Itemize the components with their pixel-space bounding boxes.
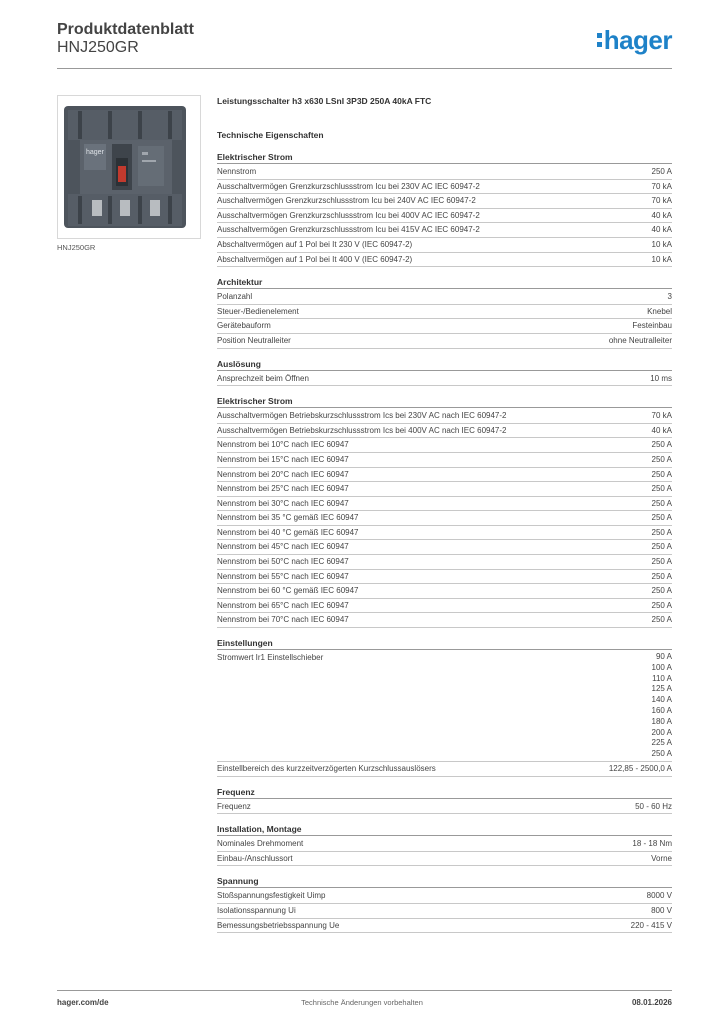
spec-value: 220 - 415 V <box>630 920 672 930</box>
spec-value: 800 V <box>651 905 672 915</box>
product-image-caption: HNJ250GR <box>57 243 96 252</box>
spec-row <box>217 424 672 439</box>
spec-section <box>217 395 672 628</box>
spec-value: 3 <box>667 292 672 302</box>
spec-value: 122,85 - 2500,0 A <box>608 764 672 773</box>
spec-value: 70 kA <box>651 181 672 191</box>
spec-value: Knebel <box>647 306 672 316</box>
spec-row <box>217 497 672 512</box>
spec-row <box>217 453 672 468</box>
spec-label: Ansprechzeit beim Öffnen <box>217 373 309 383</box>
logo-text: hager <box>603 25 672 55</box>
page-title: Produktdatenblatt <box>57 21 194 38</box>
spec-value: 40 kA <box>651 210 672 220</box>
header-divider <box>57 68 672 69</box>
spec-label: Abschaltvermögen auf 1 Pol bei It 400 V (IEC 60947-2) <box>217 254 413 264</box>
section-title: Frequenz <box>217 786 672 799</box>
spec-value: 40 kA <box>651 225 672 235</box>
spec-value-item: 160 A <box>651 706 672 716</box>
spec-label: Nennstrom bei 45°C nach IEC 60947 <box>217 542 349 552</box>
spec-value-item: 140 A <box>651 695 672 705</box>
spec-row <box>217 468 672 483</box>
spec-value: 250 A <box>651 615 672 625</box>
spec-value: Festeinbau <box>632 321 672 331</box>
spec-row <box>217 599 672 614</box>
spec-value: 10 kA <box>651 239 672 249</box>
spec-label: Ausschaltvermögen Grenzkurzschlussstrom Icu bei 230V AC IEC 60947-2 <box>217 181 480 191</box>
spec-label: Position Neutralleiter <box>217 335 291 345</box>
spec-row <box>217 800 672 815</box>
footer-date: 08.01.2026 <box>631 998 672 1007</box>
spec-row <box>217 305 672 320</box>
spec-label: Stoßspannungsfestigkeit Uimp <box>217 891 326 901</box>
spec-row <box>217 372 672 387</box>
section-title: Elektrischer Strom <box>217 151 672 164</box>
spec-row <box>217 584 672 599</box>
spec-label: Nominales Drehmoment <box>217 839 304 849</box>
spec-section <box>217 875 672 933</box>
spec-row <box>217 165 672 180</box>
spec-label: Ausschaltvermögen Betriebskurzschlussstrom Ics bei 230V AC nach IEC 60947-2 <box>217 411 507 421</box>
product-image <box>57 95 201 239</box>
spec-row <box>217 238 672 253</box>
spec-label: Nennstrom bei 50°C nach IEC 60947 <box>217 557 349 567</box>
spec-label: Ausschaltvermögen Grenzkurzschlussstrom Icu bei 415V AC IEC 60947-2 <box>217 225 480 235</box>
spec-label: Stromwert Ir1 Einstellschieber <box>217 653 324 663</box>
spec-value: 250 A <box>651 454 672 464</box>
section-title: Einstellungen <box>217 637 672 650</box>
spec-label: Nennstrom bei 30°C nach IEC 60947 <box>217 498 349 508</box>
spec-section <box>217 823 672 866</box>
spec-section <box>217 637 672 777</box>
hager-logo <box>597 25 672 55</box>
spec-label: Nennstrom bei 35 °C gemäß IEC 60947 <box>217 513 359 523</box>
spec-row <box>217 223 672 238</box>
spec-label: Nennstrom bei 65°C nach IEC 60947 <box>217 600 349 610</box>
spec-label: Nennstrom <box>217 167 257 176</box>
spec-label: Gerätebauform <box>217 321 271 331</box>
spec-row <box>217 555 672 570</box>
spec-row <box>217 651 672 762</box>
product-name: Leistungsschalter h3 x630 LSnI 3P3D 250A 40kA FTC <box>217 96 432 106</box>
spec-label: Nennstrom bei 15°C nach IEC 60947 <box>217 454 349 464</box>
spec-label: Nennstrom bei 20°C nach IEC 60947 <box>217 469 349 479</box>
spec-row <box>217 180 672 195</box>
spec-label: Bemessungsbetriebsspannung Ue <box>217 920 340 930</box>
product-code: HNJ250GR <box>57 39 139 56</box>
spec-section <box>217 786 672 815</box>
spec-value: 10 kA <box>651 254 672 264</box>
spec-value-item: 250 A <box>651 749 672 759</box>
spec-value: 250 A <box>651 542 672 552</box>
spec-row <box>217 613 672 628</box>
section-title: Auslösung <box>217 358 672 371</box>
spec-value: 250 A <box>651 557 672 567</box>
spec-row <box>217 511 672 526</box>
spec-value: 250 A <box>651 513 672 523</box>
spec-value-item: 100 A <box>651 662 672 672</box>
spec-label: Abschaltvermögen auf 1 Pol bei It 230 V (IEC 60947-2) <box>217 239 413 249</box>
spec-value: 70 kA <box>651 196 672 206</box>
spec-row <box>217 290 672 305</box>
footer-website-link[interactable]: hager.com/de <box>57 998 109 1007</box>
spec-row <box>217 253 672 268</box>
spec-label: Nennstrom bei 60 °C gemäß IEC 60947 <box>217 586 359 596</box>
spec-row <box>217 762 672 777</box>
spec-value: 250 A <box>651 527 672 537</box>
spec-label: Nennstrom bei 70°C nach IEC 60947 <box>217 615 349 625</box>
spec-value: 250 A <box>651 600 672 610</box>
spec-label: Einbau-/Anschlussort <box>217 853 293 863</box>
spec-value: 70 kA <box>651 411 672 421</box>
spec-label: Ausschaltvermögen Betriebskurzschlussstrom Ics bei 400V AC nach IEC 60947-2 <box>217 425 507 435</box>
spec-row <box>217 409 672 424</box>
spec-section <box>217 151 672 267</box>
spec-label: Nennstrom bei 55°C nach IEC 60947 <box>217 571 349 581</box>
spec-row <box>217 852 672 867</box>
spec-row <box>217 570 672 585</box>
spec-value-item: 200 A <box>651 727 672 737</box>
section-title: Spannung <box>217 875 672 888</box>
logo-dots-icon <box>597 33 602 47</box>
spec-row <box>217 919 672 934</box>
spec-row <box>217 904 672 919</box>
spec-value: 40 kA <box>651 425 672 435</box>
spec-section <box>217 358 672 387</box>
spec-label: Nennstrom bei 40 °C gemäß IEC 60947 <box>217 527 359 537</box>
spec-value: 250 A <box>651 571 672 581</box>
svg-text:hager: hager <box>86 149 104 156</box>
spec-value: 250 A <box>651 167 672 176</box>
section-title: Elektrischer Strom <box>217 395 672 408</box>
spec-value: 8000 V <box>646 891 672 901</box>
spec-row <box>217 438 672 453</box>
spec-row <box>217 540 672 555</box>
spec-value-item: 225 A <box>651 738 672 748</box>
spec-value: 250 A <box>651 484 672 494</box>
spec-row <box>217 482 672 497</box>
spec-value <box>652 651 672 761</box>
spec-content <box>217 95 672 942</box>
spec-value-item: 110 A <box>652 673 672 683</box>
spec-value: ohne Neutralleiter <box>608 335 672 345</box>
spec-row <box>217 526 672 541</box>
spec-value: 18 - 18 Nm <box>632 839 672 849</box>
footer-divider <box>57 990 672 991</box>
spec-value-item: 90 A <box>655 652 672 662</box>
spec-value: 250 A <box>651 440 672 450</box>
spec-sections <box>217 151 672 933</box>
footer-notice: Technische Änderungen vorbehalten <box>301 998 423 1007</box>
section-title: Installation, Montage <box>217 823 672 836</box>
spec-value-item: 180 A <box>651 716 672 726</box>
spec-row <box>217 837 672 852</box>
spec-value: 250 A <box>651 498 672 508</box>
spec-label: Frequenz <box>217 801 251 811</box>
spec-value: 250 A <box>651 586 672 596</box>
spec-section <box>217 276 672 348</box>
spec-value-item: 125 A <box>651 684 672 694</box>
spec-label: Polanzahl <box>217 292 253 302</box>
spec-row <box>217 319 672 334</box>
section-title: Architektur <box>217 276 672 289</box>
spec-value: Vorne <box>651 853 672 863</box>
spec-row <box>217 209 672 224</box>
spec-value: 10 ms <box>650 373 672 383</box>
spec-label: Nennstrom bei 25°C nach IEC 60947 <box>217 484 349 494</box>
spec-label: Isolationsspannung Ui <box>217 905 296 915</box>
spec-label: Steuer-/Bedienelement <box>217 306 299 316</box>
spec-row <box>217 194 672 209</box>
circuit-breaker-icon <box>58 96 200 238</box>
tech-properties-heading: Technische Eigenschaften <box>217 130 324 140</box>
spec-label: Ausschaltvermögen Grenzkurzschlussstrom Icu bei 400V AC IEC 60947-2 <box>217 210 480 220</box>
spec-row <box>217 889 672 904</box>
spec-row <box>217 334 672 349</box>
spec-label: Nennstrom bei 10°C nach IEC 60947 <box>217 440 349 450</box>
spec-label: Auschaltvermögen Grenzkurzschlussstrom Icu bei 240V AC IEC 60947-2 <box>217 196 476 206</box>
spec-value: 50 - 60 Hz <box>635 801 672 811</box>
spec-value: 250 A <box>651 469 672 479</box>
spec-label: Einstellbereich des kurzzeitverzögerten Kurzschlussauslösers <box>217 764 436 773</box>
